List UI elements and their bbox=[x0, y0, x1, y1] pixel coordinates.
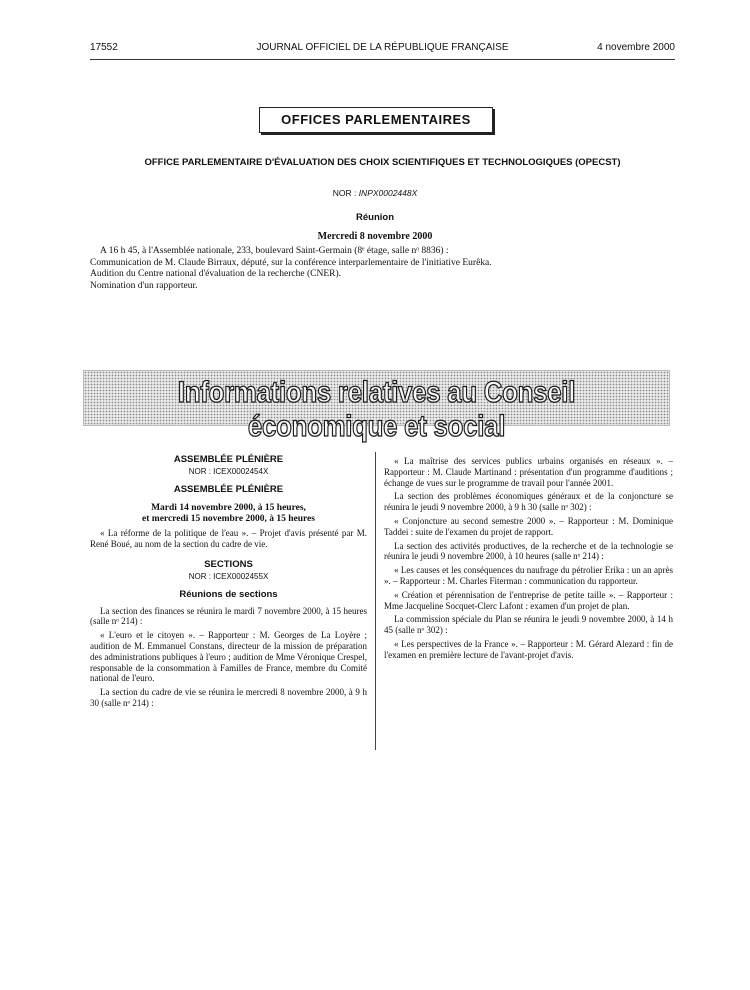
heading-reunions-sections: Réunions de sections bbox=[179, 588, 278, 600]
agenda-paragraph: « Les causes et les conséquences du naufrage du pétrolier Erika : un an après ». – Rapporteur : M. Charles Fiterman : communication du rapporteur. bbox=[384, 565, 673, 586]
agenda-paragraph: La section des problèmes économiques généraux et de la conjoncture se réunira le jeudi 9 novembre 2000, à 9 h 30 (salle nᵒ 302) : bbox=[384, 491, 673, 513]
heading-assemblee-pleniere-2: ASSEMBLÉE PLÉNIÈRE bbox=[173, 484, 284, 495]
opecst-title: OFFICE PARLEMENTAIRE D'ÉVALUATION DES CHOIX SCIENTIFIQUES ET TECHNOLOGIQUES (OPECST) bbox=[144, 157, 621, 168]
banner-title: Informations relatives au Conseil économique et social bbox=[177, 376, 576, 443]
agenda-line: A 16 h 45, à l'Assemblée nationale, 233, boulevard Saint-Germain (8ᵉ étage, salle nᵒ 8836) : bbox=[100, 246, 449, 256]
agenda-paragraph: « La réforme de la politique de l'eau ». – Projet d'avis présenté par M. René Boué, au nom de la section du cadre de vie. bbox=[90, 528, 367, 549]
agenda-paragraph: La section des activités productives, de la recherche et de la technologie se réunira le jeudi 9 novembre 2000, à 10 heures (salle nᵒ 214) : bbox=[384, 540, 673, 562]
agenda-paragraph: La section du cadre de vie se réunira le mercredi 8 novembre 2000, à 9 h 30 (salle nᵒ 214) : bbox=[90, 687, 367, 708]
agenda-paragraph: « L'euro et le citoyen ». – Rapporteur : M. Georges de La Loyère ; audition de M. Emmanuel Constans, directeur de la mission de préparation des administrations publiques à l'euro ; audition de Mme Véronique Crespel, responsable de la consommation à Familles de France, membre du Comité national de l'euro. bbox=[90, 630, 367, 684]
header-rule bbox=[90, 59, 675, 60]
nor-reference: NOR : ICEX0002454X bbox=[188, 467, 269, 476]
running-header bbox=[90, 42, 675, 56]
left-column bbox=[90, 454, 367, 712]
right-column bbox=[384, 456, 673, 664]
meeting-date: Mercredi 8 novembre 2000 bbox=[317, 231, 433, 242]
agenda-paragraph: La commission spéciale du Plan se réunira le jeudi 9 novembre 2000, à 14 h 45 (salle nᵒ 302) : bbox=[384, 614, 673, 636]
agenda-line: Audition du Centre national d'évaluation de la recherche (CNER). bbox=[90, 269, 342, 279]
agenda-line: Communication de M. Claude Birraux, député, sur la conférence interparlementaire de l'initiative Eurêka. bbox=[90, 257, 492, 268]
journal-title: JOURNAL OFFICIEL DE LA RÉPUBLIQUE FRANÇAISE bbox=[256, 42, 509, 53]
heading-sections: SECTIONS bbox=[204, 558, 253, 570]
agenda-paragraph: « Conjoncture au second semestre 2000 ». – Rapporteur : M. Dominique Taddei : suite de l'examen du projet de rapport. bbox=[384, 515, 673, 537]
nor-label: NOR : bbox=[332, 188, 357, 198]
heading-assemblee-pleniere: ASSEMBLÉE PLÉNIÈRE bbox=[173, 454, 284, 465]
nor-code: INPX0002448X bbox=[358, 188, 418, 198]
agenda-paragraph: La section des finances se réunira le mardi 7 novembre 2000, à 15 heures (salle nᵒ 214) : bbox=[90, 605, 367, 627]
agenda-paragraph: « Création et pérennisation de l'entreprise de petite taille ». – Rapporteur : Mme Jacqueline Socquet-Clerc Lafont : examen d'un projet de plan. bbox=[384, 589, 673, 611]
issue-date: 4 novembre 2000 bbox=[597, 42, 675, 53]
opecst-agenda bbox=[90, 246, 680, 292]
agenda-paragraph: « Les perspectives de la France ». – Rapporteur : M. Gérard Alezard : fin de l'examen en première lecture de l'avant-projet d'avis. bbox=[384, 638, 673, 660]
opecst-nor bbox=[0, 188, 750, 198]
meeting-heading: Réunion bbox=[356, 212, 394, 223]
agenda-line: Nomination d'un rapporteur. bbox=[90, 280, 198, 291]
section-title-box: OFFICES PARLEMENTAIRES bbox=[259, 107, 493, 133]
session-date-2: et mercredi 15 novembre 2000, à 15 heures bbox=[142, 514, 315, 524]
ces-banner bbox=[83, 370, 670, 443]
nor-reference-2: NOR : ICEX0002455X bbox=[188, 571, 269, 581]
column-divider bbox=[375, 452, 376, 750]
session-date-1: Mardi 14 novembre 2000, à 15 heures, bbox=[151, 503, 306, 513]
page-number: 17552 bbox=[90, 42, 118, 53]
agenda-paragraph: « La maîtrise des services publics urbains organisés en réseaux ». – Rapporteur : M. Claude Martinand : présentation d'un programme d'auditions ; échange de vues sur le programme de travail pour l'année 2001. bbox=[384, 456, 673, 488]
